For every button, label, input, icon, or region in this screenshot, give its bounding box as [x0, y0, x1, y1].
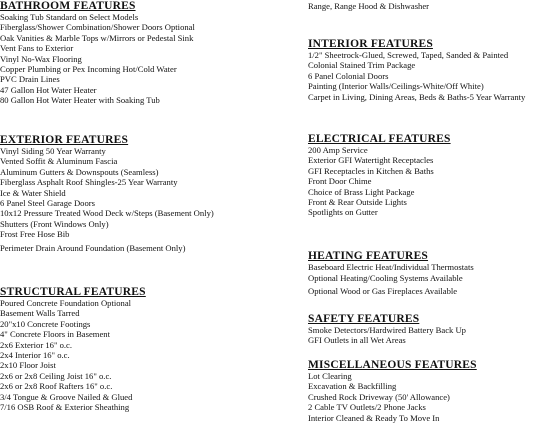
list-item: 10x12 Pressure Treated Wood Deck w/Steps (Basement Only) [0, 208, 214, 219]
structural-features-section [0, 286, 272, 412]
list-item: Crushed Rock Driveway (50' Allowance) [308, 391, 450, 402]
list-item: Spotlights on Gutter [308, 207, 378, 218]
section-heading: MISCELLANEOUS FEATURES [308, 359, 477, 371]
interior-features-section [308, 38, 559, 102]
list-item: 2x6 Exterior 16" o.c. [0, 339, 73, 350]
list-item: GFI Receptacles in Kitchen & Baths [308, 165, 434, 176]
list-item: Range, Range Hood & Dishwasher [308, 1, 430, 11]
bathroom-features-section [0, 0, 272, 106]
list-item: Fiberglass/Shower Combination/Shower Doors Optional [0, 22, 195, 33]
feature-list [308, 325, 559, 346]
list-item: 2 Cable TV Outlets/2 Phone Jacks [308, 402, 426, 413]
list-item: Colonial Stained Trim Package [308, 60, 416, 71]
list-item: Oak Vanities & Marble Tops w/Mirrors or Pedestal Sink [0, 32, 194, 43]
list-item: Perimeter Drain Around Foundation (Basement Only) [0, 242, 186, 253]
feature-list [308, 371, 559, 423]
list-item: Aluminum Gutters & Downspouts (Seamless) [0, 166, 159, 177]
miscellaneous-features-section [308, 359, 559, 423]
feature-list [308, 145, 559, 218]
list-item: Excavation & Backfilling [308, 381, 397, 392]
list-item: Lot Clearing [308, 371, 352, 381]
list-item: Copper Plumbing or Pex Incoming Hot/Cold Water [0, 64, 177, 75]
list-item: GFI Outlets in all Wet Areas [308, 335, 406, 346]
list-item: Vinyl Siding 50 Year Warranty [0, 146, 106, 156]
list-item: 1/2" Sheetrock-Glued, Screwed, Taped, Sanded & Painted [308, 50, 509, 60]
heating-features-section [308, 250, 559, 296]
list-item: Basement Walls Tarred [0, 308, 80, 319]
exterior-features-section [0, 134, 272, 253]
section-heading: ELECTRICAL FEATURES [308, 133, 451, 145]
list-item: Ice & Water Shield [0, 187, 66, 198]
list-item: 2x10 Floor Joist [0, 360, 56, 371]
list-item: 6 Panel Steel Garage Doors [0, 198, 95, 209]
list-item: Vinyl No-Wax Flooring [0, 53, 82, 64]
section-heading: HEATING FEATURES [308, 250, 429, 262]
list-item: Baseboard Electric Heat/Individual Thermostats [308, 262, 474, 272]
list-item: Frost Free Hose Bib [0, 229, 70, 240]
list-item: Carpet in Living, Dining Areas, Beds & Baths-5 Year Warranty [308, 91, 526, 102]
list-item: Smoke Detectors/Hardwired Battery Back Up [308, 325, 466, 335]
list-item: 80 Gallon Hot Water Heater with Soaking Tub [0, 95, 160, 106]
safety-features-section [308, 313, 559, 346]
list-item: Painting (Interior Walls/Ceilings-White/Off White) [308, 81, 484, 92]
list-item: 2x6 or 2x8 Roof Rafters 16" o.c. [0, 381, 113, 392]
list-item: Shutters (Front Windows Only) [0, 218, 109, 229]
list-item: PVC Drain Lines [0, 74, 60, 85]
list-item: Choice of Brass Light Package [308, 186, 415, 197]
section-heading: SAFETY FEATURES [308, 313, 420, 325]
section-heading: STRUCTURAL FEATURES [0, 286, 146, 298]
electrical-features-section [308, 133, 559, 218]
list-item: 20"x10 Concrete Footings [0, 318, 91, 329]
list-item: Optional Wood or Gas Fireplaces Available [308, 285, 458, 296]
list-item: Vent Fans to Exterior [0, 43, 74, 54]
feature-list [308, 262, 559, 296]
list-item: Front & Rear Outside Lights [308, 197, 407, 208]
list-item: 2x6 or 2x8 Ceiling Joist 16" o.c. [0, 370, 112, 381]
section-heading: EXTERIOR FEATURES [0, 134, 129, 146]
list-item: 47 Gallon Hot Water Heater [0, 84, 97, 95]
feature-list [308, 50, 559, 102]
list-item: Exterior GFI Watertight Receptacles [308, 155, 434, 166]
feature-list [0, 12, 272, 106]
list-item: Soaking Tub Standard on Select Models [0, 12, 139, 22]
feature-list [0, 298, 272, 412]
list-item: 3/4 Tongue & Groove Nailed & Glued [0, 391, 133, 402]
list-item: Fiberglass Asphalt Roof Shingles-25 Year Warranty [0, 177, 178, 188]
kitchen-appliances-continued [308, 1, 559, 11]
section-heading: BATHROOM FEATURES [0, 0, 136, 12]
list-item: 6 Panel Colonial Doors [308, 70, 389, 81]
feature-list [0, 146, 272, 253]
list-item: Optional Heating/Cooling Systems Available [308, 272, 463, 283]
list-item: 200 Amp Service [308, 145, 368, 155]
list-item: Poured Concrete Foundation Optional [0, 298, 132, 308]
list-item: 4" Concrete Floors in Basement [0, 329, 110, 340]
list-item: 7/16 OSB Roof & Exterior Sheathing [0, 402, 130, 413]
feature-list [308, 1, 559, 11]
list-item: Front Door Chime [308, 176, 372, 187]
section-heading: INTERIOR FEATURES [308, 38, 433, 50]
list-item: Vented Soffit & Aluminum Fascia [0, 156, 118, 167]
list-item: Interior Cleaned & Ready To Move In [308, 412, 440, 423]
list-item: 2x4 Interior 16" o.c. [0, 350, 70, 361]
